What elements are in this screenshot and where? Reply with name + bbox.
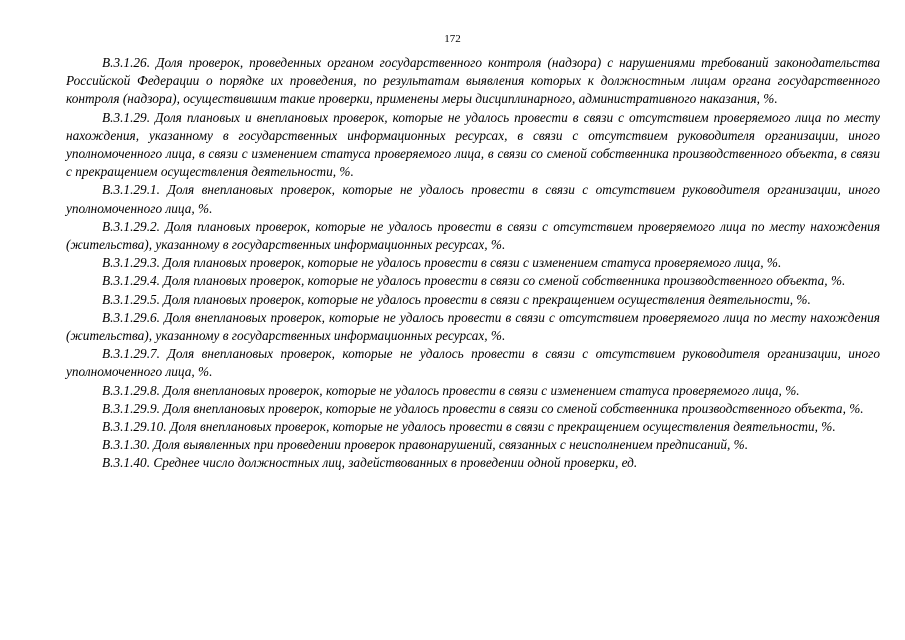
- paragraph-v-3-1-29-1: В.3.1.29.1. Доля внеплановых проверок, которые не удалось провести в связи с отсутствием руководителя организации, иного уполномоченного лица, %.: [66, 182, 880, 216]
- paragraph-v-3-1-29-6: В.3.1.29.6. Доля внеплановых проверок, которые не удалось провести в связи с отсутствием проверяемого лица по месту нахождения (жительства), указанному в государственных информационных ресурсах, %.: [66, 309, 880, 344]
- paragraph-v-3-1-29-5: В.3.1.29.5. Доля плановых проверок, которые не удалось провести в связи с прекращением осуществления деятельности, %.: [102, 291, 811, 307]
- page-number: 172: [444, 33, 461, 45]
- paragraph-v-3-1-29-10: В.3.1.29.10. Доля внеплановых проверок, которые не удалось провести в связи с прекращением осуществления деятельности, %.: [102, 419, 836, 435]
- paragraph-v-3-1-29-4: В.3.1.29.4. Доля плановых проверок, которые не удалось провести в связи со сменой собственника производственного объекта, %.: [102, 273, 846, 289]
- paragraph-v-3-1-29: В.3.1.29. Доля плановых и внеплановых проверок, которые не удалось провести в связи с отсутствием проверяемого лица по месту нахождения, указанному в государственных информационных ресурсах, в связи с отсутствием руководителя организации, иного уполномоченного лица, в связи с изменением статуса проверяемого лица, в связи со сменой собственника производственного объекта, в связи с прекращением осуществления деятельности, %.: [66, 109, 880, 180]
- paragraph-v-3-1-29-9: В.3.1.29.9. Доля внеплановых проверок, которые не удалось провести в связи со сменой собственника производственного объекта, %.: [102, 400, 864, 416]
- paragraph-v-3-1-26: В.3.1.26. Доля проверок, проведенных органом государственного контроля (надзора) с нарушениями требований законодательства Российской Федерации о порядке их проведения, по результатам выявления которых к должностным лицам органа государственного контроля (надзора), осуществившим такие проверки, применены меры дисциплинарного, административного наказания, %.: [66, 55, 880, 107]
- paragraph-v-3-1-29-2: В.3.1.29.2. Доля плановых проверок, которые не удалось провести в связи с отсутствием проверяемого лица по месту нахождения (жительства), указанному в государственных информационных ресурсах, %.: [66, 218, 880, 253]
- paragraph-v-3-1-29-8: В.3.1.29.8. Доля внеплановых проверок, которые не удалось провести в связи с изменением статуса проверяемого лица, %.: [102, 382, 800, 398]
- paragraph-v-3-1-29-3: В.3.1.29.3. Доля плановых проверок, которые не удалось провести в связи с изменением статуса проверяемого лица, %.: [102, 255, 782, 271]
- paragraph-v-3-1-29-7: В.3.1.29.7. Доля внеплановых проверок, которые не удалось провести в связи с отсутствием руководителя организации, иного уполномоченного лица, %.: [66, 346, 880, 380]
- paragraph-v-3-1-40: В.3.1.40. Среднее число должностных лиц, задействованных в проведении одной проверки, ед.: [102, 455, 638, 471]
- paragraph-v-3-1-30: В.3.1.30. Доля выявленных при проведении проверок правонарушений, связанных с неисполнением предписаний, %.: [102, 437, 749, 453]
- document-body: [66, 54, 880, 473]
